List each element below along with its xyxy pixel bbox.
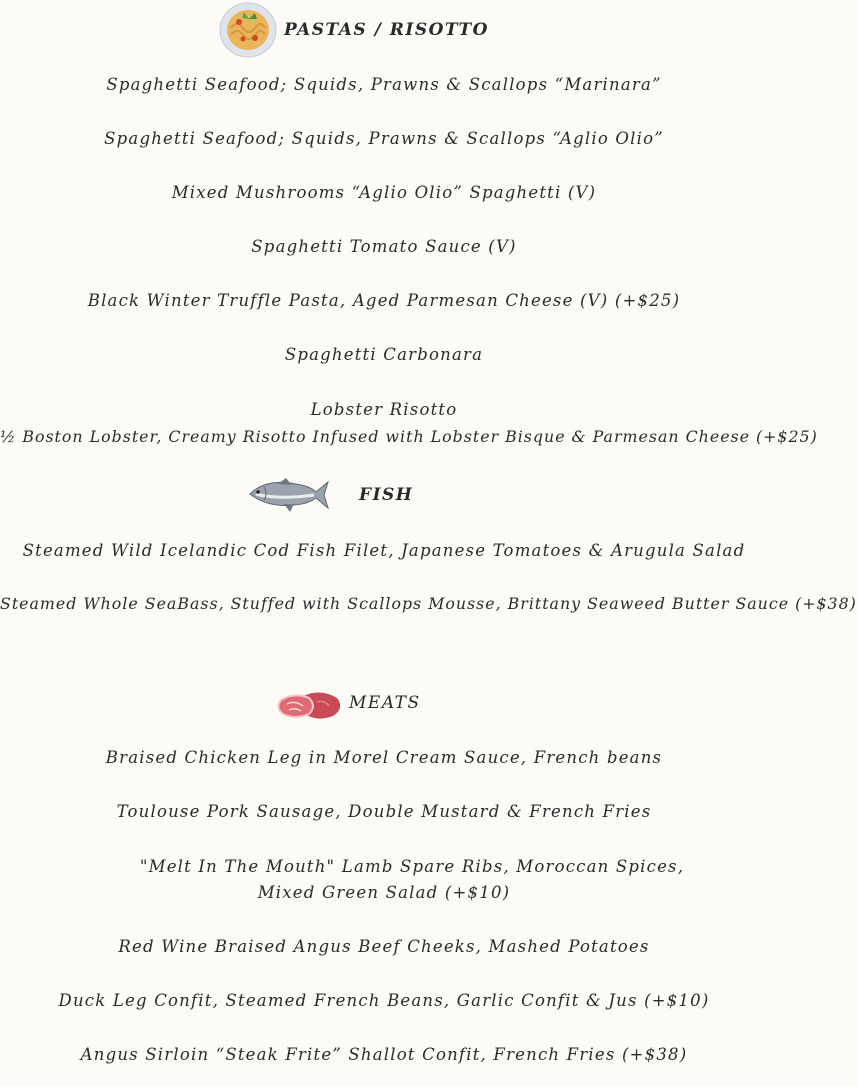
menu-item-line2: Mixed Green Salad (+$10) (257, 883, 511, 902)
menu-item: Braised Chicken Leg in Morel Cream Sauce, French beans (105, 748, 663, 767)
section-title-meats: MEATS (349, 693, 421, 713)
menu-item: Toulouse Pork Sausage, Double Mustard & French Fries (116, 802, 652, 821)
menu-item: Red Wine Braised Angus Beef Cheeks, Mashed Potatoes (118, 937, 650, 956)
menu-item: Spaghetti Tomato Sauce (V) (251, 237, 517, 256)
menu-item: Steamed Whole SeaBass, Stuffed with Scallops Mousse, Brittany Seaweed Butter Sauce (+$38) (0, 594, 857, 613)
menu-item: Spaghetti Carbonara (284, 345, 484, 364)
menu-item-line1: "Melt In The Mouth" Lamb Spare Ribs, Moroccan Spices, (139, 857, 685, 876)
fish-icon (248, 474, 330, 514)
menu-item: Mixed Mushrooms “Aglio Olio” Spaghetti (V) (171, 183, 597, 202)
section-title-fish: FISH (359, 485, 414, 505)
menu-item: Black Winter Truffle Pasta, Aged Parmesan Cheese (V) (+$25) (87, 291, 681, 310)
menu-item: Angus Sirloin “Steak Frite” Shallot Confit, French Fries (+$38) (80, 1045, 688, 1064)
menu-item: Steamed Wild Icelandic Cod Fish Filet, Japanese Tomatoes & Arugula Salad (22, 541, 746, 560)
menu-item: Duck Leg Confit, Steamed French Beans, Garlic Confit & Jus (+$10) (58, 991, 710, 1010)
menu-item-name: Lobster Risotto (310, 400, 458, 419)
menu-item-description: ½ Boston Lobster, Creamy Risotto Infused with Lobster Bisque & Parmesan Cheese (+$25) (0, 427, 818, 446)
section-title-pastas: PASTAS / RISOTTO (284, 20, 489, 40)
menu-item: Spaghetti Seafood; Squids, Prawns & Scallops “Marinara” (106, 75, 662, 94)
pasta-plate-icon (219, 2, 277, 58)
menu-item: Spaghetti Seafood; Squids, Prawns & Scallops “Aglio Olio” (104, 129, 664, 148)
steak-icon (277, 690, 343, 720)
